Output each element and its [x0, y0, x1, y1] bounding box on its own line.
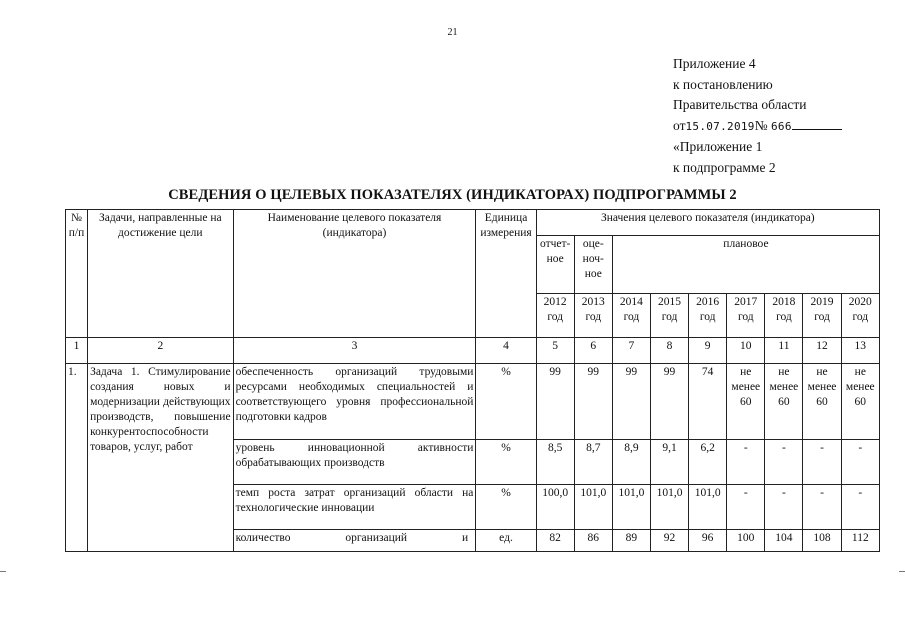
value-cell: - [841, 440, 879, 485]
header-planned: плановое [612, 236, 879, 294]
document-title: СВЕДЕНИЯ О ЦЕЛЕВЫХ ПОКАЗАТЕЛЯХ (ИНДИКАТОРАХ) ПОДПРОГРАММЫ 2 [168, 187, 737, 203]
indicator-name: темп роста затрат организаций области на технологические инновации [233, 485, 476, 530]
header-row-1 [66, 210, 880, 236]
column-number: 11 [765, 338, 803, 364]
value-cell: 92 [650, 530, 688, 552]
column-number: 9 [689, 338, 727, 364]
header-tasks: Задачи, направленные на достижение цели [88, 210, 234, 338]
date-prefix: от [673, 117, 686, 133]
year-header: 2019 год [803, 294, 841, 338]
appendix-line-1: Приложение 4 [673, 56, 756, 71]
appendix-line-3: Правительства области [673, 97, 807, 112]
value-cell: 74 [689, 364, 727, 440]
year-header: 2014 год [612, 294, 650, 338]
value-cell: 108 [803, 530, 841, 552]
value-cell: - [765, 440, 803, 485]
value-cell: 8,7 [574, 440, 612, 485]
value-cell: 101,0 [689, 485, 727, 530]
value-cell: - [727, 440, 765, 485]
row-number: 1. [66, 364, 88, 552]
handwritten-date: 15.07.2019 [685, 119, 755, 133]
value-cell: 99 [612, 364, 650, 440]
column-number: 7 [612, 338, 650, 364]
header-values: Значения целевого показателя (индикатора) [536, 210, 879, 236]
column-number: 1 [66, 338, 88, 364]
column-number: 13 [841, 338, 879, 364]
value-cell: 101,0 [574, 485, 612, 530]
header-unit: Единица измерения [476, 210, 536, 338]
indicator-name: уровень инновационной активности обрабатывающих производств [233, 440, 476, 485]
value-cell: 8,9 [612, 440, 650, 485]
unit-cell: % [476, 364, 536, 440]
year-header: 2016 год [689, 294, 727, 338]
indicators-table [65, 209, 880, 552]
unit-cell: % [476, 440, 536, 485]
indicator-name: обеспеченность организаций трудовыми ресурсами необходимых специальностей и соответствующего уровня профессиональной подготовки кадров [233, 364, 476, 440]
header-reported: отчет-ное [536, 236, 574, 294]
signature-underline [792, 118, 842, 130]
value-cell: 100 [727, 530, 765, 552]
scan-edge-mark-left [0, 571, 6, 572]
indicator-name: количество организаций и [233, 530, 476, 552]
column-number: 12 [803, 338, 841, 364]
year-header: 2018 год [765, 294, 803, 338]
year-header: 2013 год [574, 294, 612, 338]
year-header: 2017 год [727, 294, 765, 338]
value-cell: 101,0 [612, 485, 650, 530]
unit-cell: ед. [476, 530, 536, 552]
value-cell: 8,5 [536, 440, 574, 485]
value-cell: 99 [536, 364, 574, 440]
header-indicator: Наименование целевого показателя (индикатора) [233, 210, 476, 338]
year-header: 2012 год [536, 294, 574, 338]
value-cell: 104 [765, 530, 803, 552]
number-sign: № [754, 117, 768, 133]
appendix-line-5: «Приложение 1 [673, 139, 763, 154]
value-cell: 86 [574, 530, 612, 552]
value-cell: 99 [650, 364, 688, 440]
header-num: № п/п [66, 210, 88, 338]
value-cell: 96 [689, 530, 727, 552]
column-number: 10 [727, 338, 765, 364]
value-cell: 9,1 [650, 440, 688, 485]
appendix-block [673, 54, 842, 178]
column-number: 8 [650, 338, 688, 364]
column-number: 4 [476, 338, 536, 364]
column-number: 5 [536, 338, 574, 364]
scan-edge-mark-right [899, 571, 905, 572]
value-cell: 89 [612, 530, 650, 552]
header-estimated: оце-ноч-ное [574, 236, 612, 294]
column-number: 2 [88, 338, 234, 364]
value-cell: 99 [574, 364, 612, 440]
column-number: 6 [574, 338, 612, 364]
value-cell: 101,0 [650, 485, 688, 530]
appendix-date-line [673, 116, 842, 138]
table-row [66, 364, 880, 440]
page-number: 21 [447, 27, 458, 38]
year-header: 2015 год [650, 294, 688, 338]
value-cell: - [803, 440, 841, 485]
unit-cell: % [476, 485, 536, 530]
value-cell: не менее 60 [803, 364, 841, 440]
task-cell: Задача 1. Стимулирование создания новых и модернизации действующих производств, повышение конкурентоспособности товаров, услуг, работ [88, 364, 234, 552]
value-cell: 100,0 [536, 485, 574, 530]
column-number: 3 [233, 338, 476, 364]
value-cell: - [765, 485, 803, 530]
column-number-row [66, 338, 880, 364]
year-header: 2020 год [841, 294, 879, 338]
value-cell: 6,2 [689, 440, 727, 485]
appendix-line-2: к постановлению [673, 76, 773, 92]
value-cell: - [841, 485, 879, 530]
value-cell: не менее 60 [765, 364, 803, 440]
value-cell: не менее 60 [727, 364, 765, 440]
value-cell: 82 [536, 530, 574, 552]
handwritten-number: 666 [770, 119, 792, 133]
value-cell: - [803, 485, 841, 530]
appendix-line-6: к подпрограмме 2 [673, 159, 776, 175]
value-cell: - [727, 485, 765, 530]
value-cell: не менее 60 [841, 364, 879, 440]
value-cell: 112 [841, 530, 879, 552]
